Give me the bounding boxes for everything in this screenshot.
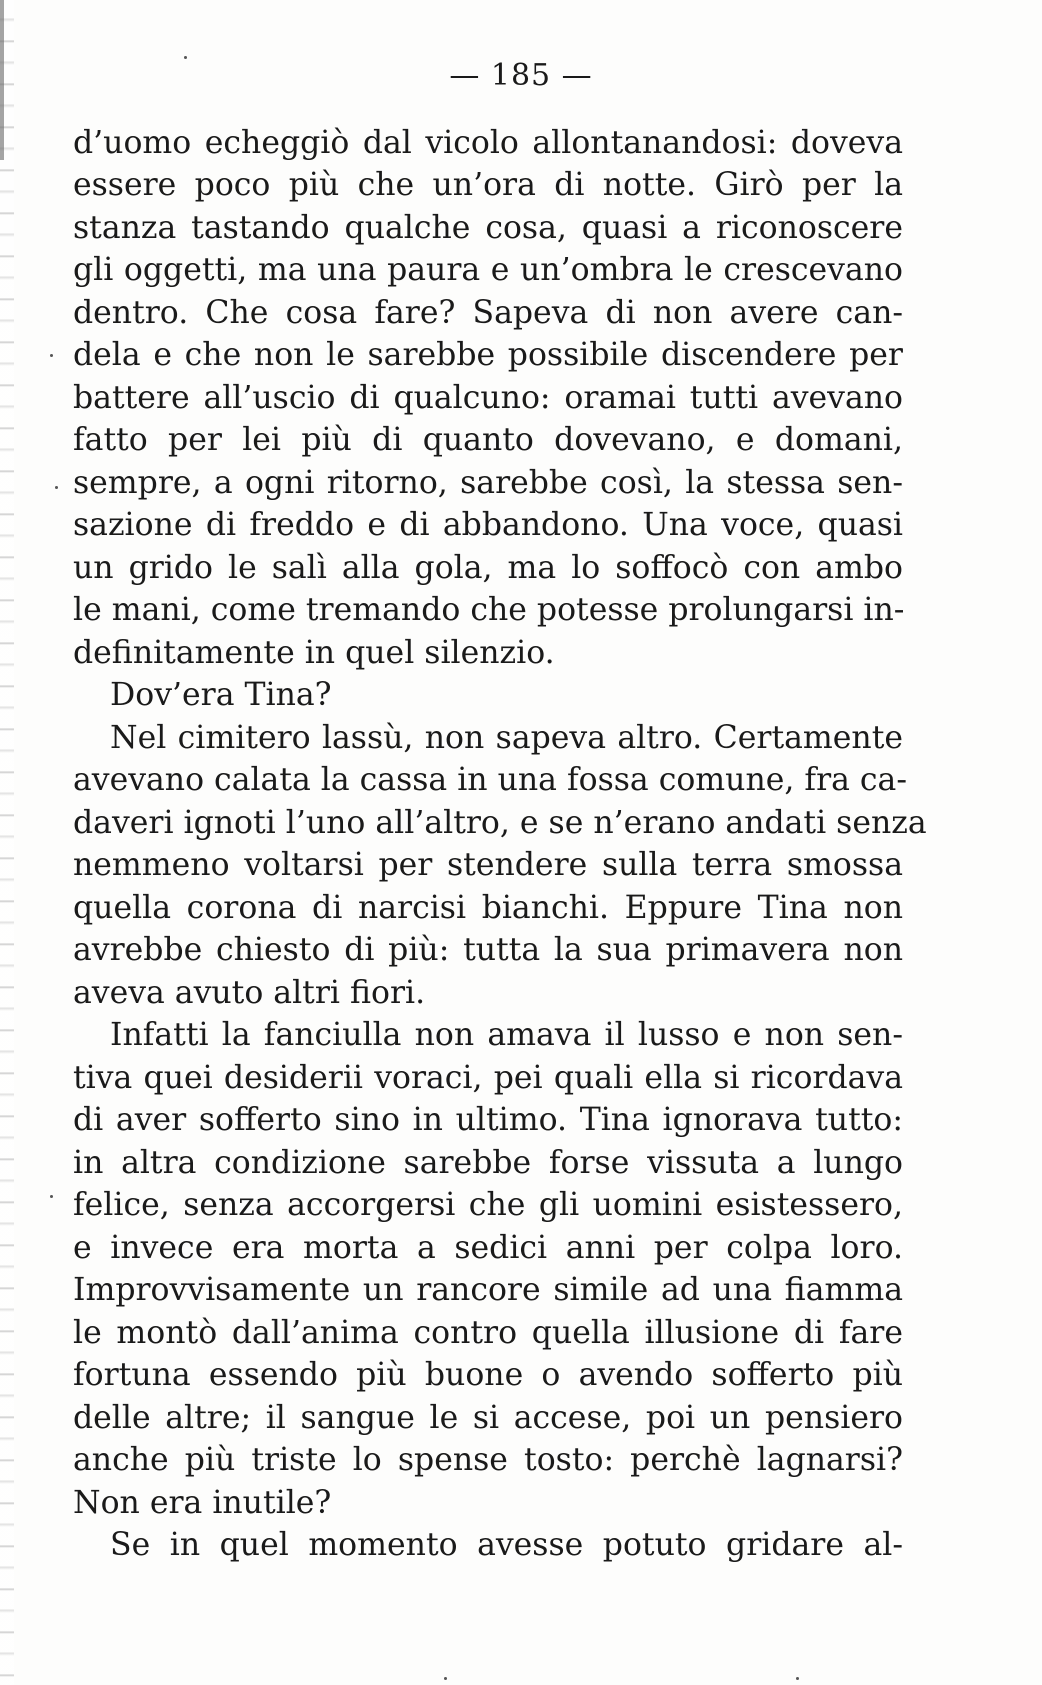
text-line: dentro. Che cosa fare? Sapeva di non avere can-	[73, 295, 903, 331]
text-line: le mani, come tremando che potesse prolungarsi in-	[73, 592, 905, 628]
text-line: battere all’uscio di qualcuno: oramai tutti avevano	[73, 380, 903, 416]
text-line: Se in quel momento avesse potuto gridare al-	[110, 1527, 903, 1563]
text-line: dela e che non le sarebbe possibile discendere per	[73, 337, 903, 373]
text-line: daveri ignoti l’uno all’altro, e se n’erano andati senza	[73, 805, 927, 841]
print-speck	[50, 1195, 53, 1198]
text-line: avrebbe chiesto di più: tutta la sua primavera non	[73, 932, 903, 968]
text-line: d’uomo echeggiò dal vicolo allontanandosi: doveva	[73, 125, 903, 161]
text-line: Nel cimitero lassù, non sapeva altro. Certamente	[110, 720, 903, 756]
text-line: Infatti la fanciulla non amava il lusso e non sen-	[110, 1017, 903, 1053]
page-left-edge	[0, 0, 14, 1685]
text-line: essere poco più che un’ora di notte. Girò per la	[73, 167, 903, 203]
text-line: in altra condizione sarebbe forse vissuta a lungo	[73, 1145, 903, 1181]
text-line: stanza tastando qualche cosa, quasi a riconoscere	[73, 210, 903, 246]
print-speck	[50, 354, 53, 357]
text-line: nemmeno voltarsi per stendere sulla terra smossa	[73, 847, 903, 883]
text-line: di aver sofferto sino in ultimo. Tina ignorava tutto:	[73, 1102, 903, 1138]
text-line: e invece era morta a sedici anni per colpa loro.	[73, 1230, 903, 1266]
text-line: quella corona di narcisi bianchi. Eppure Tina non	[73, 890, 903, 926]
text-line: tiva quei desiderii voraci, pei quali ella si ricordava	[73, 1060, 903, 1096]
text-line: avevano calata la cassa in una fossa comune, fra ca-	[73, 762, 907, 798]
text-line: Dov’era Tina?	[110, 677, 332, 713]
text-line: felice, senza accorgersi che gli uomini esistessero,	[73, 1187, 903, 1223]
text-line: definitamente in quel silenzio.	[73, 635, 555, 671]
text-line: sazione di freddo e di abbandono. Una voce, quasi	[73, 507, 903, 543]
text-line: gli oggetti, ma una paura e un’ombra le crescevano	[73, 252, 903, 288]
text-line: un grido le salì alla gola, ma lo soffocò con ambo	[73, 550, 903, 586]
text-line: delle altre; il sangue le si accese, poi un pensiero	[73, 1400, 903, 1436]
text-line: Non era inutile?	[73, 1485, 332, 1521]
text-line: fatto per lei più di quanto dovevano, e domani,	[73, 422, 903, 458]
text-line: fortuna essendo più buone o avendo sofferto più	[73, 1357, 903, 1393]
print-speck	[55, 486, 58, 489]
print-speck	[444, 1677, 447, 1680]
text-line: sempre, a ogni ritorno, sarebbe così, la stessa sen-	[73, 465, 903, 501]
page-number: — 185 —	[449, 58, 593, 93]
text-line: Improvvisamente un rancore simile ad una fiamma	[73, 1272, 903, 1308]
text-line: aveva avuto altri fiori.	[73, 975, 426, 1011]
text-line: le montò dall’anima contro quella illusione di fare	[73, 1315, 903, 1351]
text-line: anche più triste lo spense tosto: perchè lagnarsi?	[73, 1442, 903, 1478]
print-speck	[184, 56, 187, 59]
print-speck	[796, 1677, 799, 1680]
